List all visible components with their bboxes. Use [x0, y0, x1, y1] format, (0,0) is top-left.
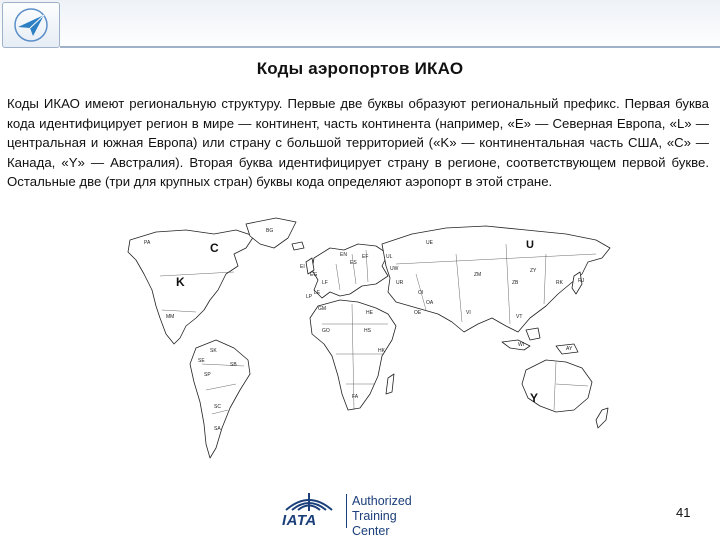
- code-label: SA: [214, 426, 221, 432]
- code-label: UE: [426, 240, 433, 246]
- code-label: VT: [516, 314, 523, 320]
- code-label: SC: [214, 404, 221, 410]
- iata-wordmark: IATA: [282, 512, 317, 529]
- code-label: UL: [386, 254, 393, 260]
- iceland-shape: [292, 242, 304, 250]
- training-center-line: Training Center: [352, 509, 397, 538]
- page-number: 41: [676, 505, 691, 520]
- code-label: HE: [366, 310, 373, 316]
- code-label: UR: [396, 280, 404, 286]
- code-label: ZY: [530, 268, 537, 274]
- paper-plane-icon: [9, 5, 53, 45]
- globe-icon: [274, 490, 344, 514]
- code-label: RK: [556, 280, 563, 286]
- code-label: SB: [230, 362, 237, 368]
- borneo-shape: [526, 328, 540, 340]
- page-title: Коды аэропортов ИКАО: [256, 59, 464, 78]
- code-label: EI: [300, 264, 305, 270]
- code-label: GM: [318, 306, 327, 312]
- header-band: [0, 0, 720, 50]
- code-label: GO: [322, 328, 330, 334]
- header-logo: [2, 2, 60, 48]
- code-label: LF: [322, 280, 328, 286]
- code-label: BG: [266, 228, 274, 234]
- authorized-line: Authorized: [352, 494, 412, 508]
- code-label: HK: [378, 348, 385, 354]
- code-label: SP: [204, 372, 211, 378]
- code-label: FA: [352, 394, 359, 400]
- code-label: OE: [414, 310, 422, 316]
- region-label-u: U: [526, 239, 534, 251]
- code-label: EN: [340, 252, 347, 258]
- iata-training-logo: [270, 490, 430, 538]
- code-label: EG: [310, 272, 318, 278]
- code-label: LE: [314, 290, 321, 296]
- indonesia-shape: [502, 340, 530, 350]
- code-label: OI: [418, 290, 424, 296]
- north-america-shape: [128, 230, 254, 344]
- region-label-y: Y: [530, 391, 539, 405]
- code-label: ZM: [474, 272, 482, 278]
- code-label: LP: [306, 294, 313, 300]
- footer-divider: [346, 494, 347, 528]
- code-label: MM: [166, 314, 175, 320]
- region-label-c: C: [210, 241, 219, 255]
- new-zealand-shape: [596, 408, 608, 428]
- code-label: EF: [362, 254, 369, 260]
- code-label: SK: [210, 348, 217, 354]
- europe-shape: [312, 244, 388, 298]
- code-label: PA: [144, 240, 151, 246]
- code-label: WI: [518, 342, 525, 348]
- code-label: ZB: [512, 280, 519, 286]
- code-label: AY: [566, 346, 573, 352]
- madagascar-shape: [386, 374, 394, 394]
- authorized-text: [352, 494, 430, 539]
- code-label: ES: [350, 260, 357, 266]
- code-label: HS: [364, 328, 371, 334]
- code-label: OA: [426, 300, 434, 306]
- code-label: RJ: [578, 278, 585, 284]
- body-paragraph: Коды ИКАО имеют региональную структуру. Первые две буквы образуют региональный префикс. Первая буква кода идентифицирует регион в мире — континент, часть континента (например, «E» — Северная Европа, «L» — центральная и южная Европа) или страну с большой территорией («K» — континентальная часть США, «C» — Канада, «Y» — Австралия). Вторая буква идентифицирует страну в регионе, соответствующем первой букве. Остальные две (три для крупных стран) буквы кода определяют аэропорт в этой стране.: [7, 96, 709, 190]
- region-label-k: K: [176, 275, 185, 289]
- code-label: SE: [198, 358, 205, 364]
- world-map: [126, 214, 618, 462]
- code-label: UW: [390, 266, 399, 272]
- header-rule: [60, 46, 720, 48]
- code-label: VI: [466, 310, 471, 316]
